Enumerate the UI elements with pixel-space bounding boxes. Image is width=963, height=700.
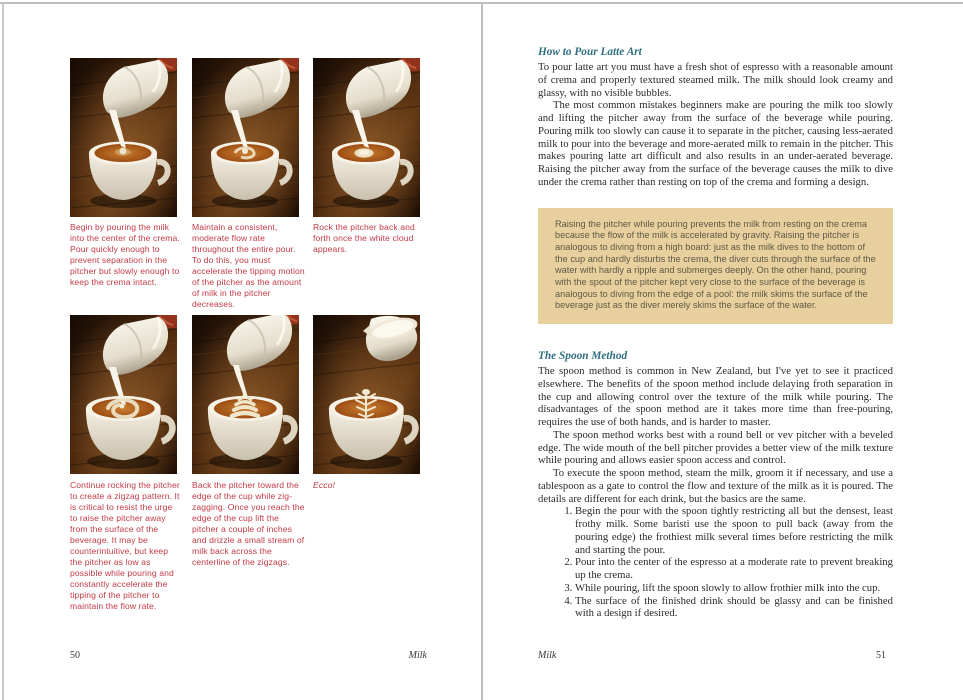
page-number-left: 50 bbox=[70, 650, 80, 661]
photo-pour-step-3 bbox=[313, 58, 420, 217]
photo-caption-step-2: Maintain a consistent, moderate flow rate throughout the entire pour. To do this, you must accelerate the tipping motion of the pitcher as the amount of milk in the pitcher decreases. bbox=[192, 222, 305, 309]
page-number-right: 51 bbox=[876, 650, 886, 661]
page-50 bbox=[0, 0, 481, 700]
spoon-paragraph-2: The spoon method works best with a round bell or vev pitcher with a beveled edge. The wide mouth of the bell pitcher provides a better view of the milk texture while pouring and allows easier spoon access and control. bbox=[538, 428, 893, 467]
latte-art-paragraph-1: To pour latte art you must have a fresh shot of espresso with a reasonable amount of crema and properly textured steamed milk. The milk should look creamy and glassy, with no visible bubbles. bbox=[538, 61, 893, 99]
spoon-step-4: 4. The surface of the finished drink should be glassy and can be finished with a design if desired. bbox=[575, 595, 893, 621]
photo-pour-step-5 bbox=[192, 315, 299, 474]
section-heading-spoon-method: The Spoon Method bbox=[538, 350, 628, 363]
spoon-step-1: 1. Begin the pour with the spoon tightly restricting all but the densest, least frothy milk. Some baristi use the spoon to pull back (away from the pouring edge) the frothiest milk several times before restricting the milk and starting the pour. bbox=[575, 505, 893, 556]
callout-text: Raising the pitcher while pouring prevents the milk from resting on the crema because the flow of the milk is accelerated by gravity. Raising the pitcher is analogous to diving from a high board: just as the milk dives to the bottom of the cup and hardly disturbs the crema, the diver cuts through the surface of the water with hardly a ripple and submerges deeply. On the other hand, pouring with the spout of the pitcher kept very close to the surface of the beverage is analogous to diving from the edge of a pool: the milk skims the surface of the beverage just as the diver merely skims the surface of the water. bbox=[555, 218, 876, 311]
left-page-footer bbox=[70, 650, 427, 661]
running-head-left: Milk bbox=[408, 650, 427, 661]
photo-pour-step-6 bbox=[313, 315, 420, 474]
photo-caption-step-3: Rock the pitcher back and forth once the white cloud appears. bbox=[313, 222, 415, 254]
latte-art-paragraph-2: The most common mistakes beginners make are pouring the milk too slowly and lifting the pitcher away from the surface of the beverage while pouring. Pouring milk too slowly can cause it to separate in the pitcher, causing less-aerated milk to pour into the beverage and more-aerated milk to remain in the pitcher. This makes pouring latte art difficult and also results in an under-aerated beverage. Raising the pitcher away from the surface of the beverage causes the milk to dive under the crema rather than resting on top of the crema and forming a design. bbox=[538, 99, 893, 188]
photo-pour-step-4 bbox=[70, 315, 177, 474]
page-51 bbox=[483, 0, 963, 700]
running-head-right: Milk bbox=[538, 650, 557, 661]
spoon-step-2: 2. Pour into the center of the espresso at a moderate rate to prevent breaking up the crema. bbox=[575, 556, 893, 582]
photo-caption-step-4: Continue rocking the pitcher to create a zigzag pattern. It is critical to resist the urge to raise the pitcher away from the surface of the beverage. It may be counterintuitive, but keep the pitcher as low as possible while pouring and constantly accelerate the tipping of the pitcher to maintain the flow rate. bbox=[70, 480, 180, 611]
callout-box bbox=[538, 208, 893, 325]
spoon-paragraph-1: The spoon method is common in New Zealand, but I've yet to see it practiced elsewhere. The benefits of the spoon method include delaying froth separation in the cup and allowing control over the texture of the milk while pouring. The disadvantages of the spoon method are it takes more time than free-pouring, requires the use of both hands, and is harder to master. bbox=[538, 365, 893, 429]
right-page-text-column bbox=[538, 46, 893, 620]
spoon-paragraph-3: To execute the spoon method, steam the milk, groom it if necessary, and use a tablespoon as a gate to control the flow and texture of the milk as it is poured. The details are different for each drink, but the basics are the same. bbox=[538, 467, 893, 505]
photo-caption-step-1: Begin by pouring the milk into the center of the crema. Pour quickly enough to prevent separation in the pitcher but slowly enough to keep the crema intact. bbox=[70, 222, 180, 287]
spoon-steps-list bbox=[538, 505, 893, 620]
photo-caption-step-5: Back the pitcher toward the edge of the cup while zig-zagging. Once you reach the edge of the cup lift the pitcher a couple of inches and drizzle a small stream of milk back across the centerline of the zigzags. bbox=[192, 480, 305, 567]
section-heading-how-to-pour: How to Pour Latte Art bbox=[538, 46, 642, 58]
right-page-footer bbox=[538, 650, 886, 661]
photo-caption-step-6: Ecco! bbox=[313, 480, 335, 490]
photo-pour-step-1 bbox=[70, 58, 177, 217]
spoon-step-3: 3. While pouring, lift the spoon slowly to allow frothier milk into the cup. bbox=[575, 582, 893, 595]
photo-pour-step-2 bbox=[192, 58, 299, 217]
